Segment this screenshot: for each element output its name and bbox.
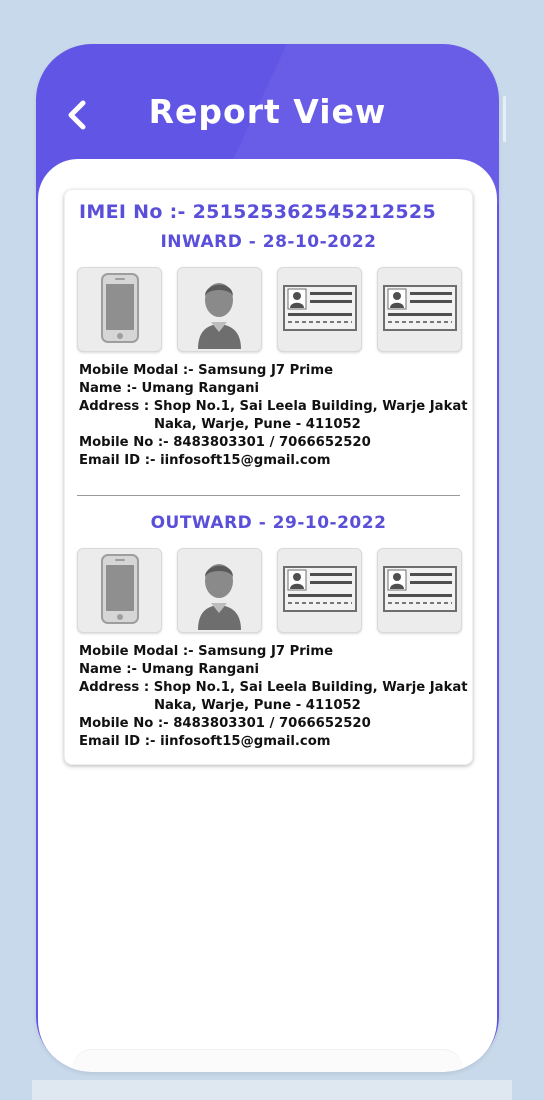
inward-thumbnails: [77, 267, 462, 352]
customer-name: Name :- Umang Rangani: [79, 381, 260, 396]
address-line-1: Address : Shop No.1, Sai Leela Building, Warje Jakat: [79, 399, 468, 414]
address-line-2: Naka, Warje, Pune - 411052: [154, 698, 361, 713]
phone-icon: [100, 553, 140, 629]
inward-id-back-photo[interactable]: [377, 267, 462, 352]
id-card-icon: [383, 566, 457, 616]
side-button: [503, 96, 506, 142]
inward-phone-photo[interactable]: [77, 267, 162, 352]
content-panel: [38, 159, 497, 1072]
person-icon: [178, 267, 261, 352]
bottom-strip: [32, 1080, 512, 1100]
next-card-edge: [72, 1049, 463, 1072]
address-line-2: Naka, Warje, Pune - 411052: [154, 417, 361, 432]
address-line-1: Address : Shop No.1, Sai Leela Building, Warje Jakat: [79, 680, 468, 695]
email-id: Email ID :- iinfosoft15@gmail.com: [79, 453, 331, 468]
inward-id-front-photo[interactable]: [277, 267, 362, 352]
imei-number: IMEI No :- 251525362545212525: [79, 201, 436, 223]
person-icon: [178, 548, 261, 633]
report-card: [64, 189, 473, 765]
outward-customer-photo[interactable]: [177, 548, 262, 633]
outward-details: [79, 643, 466, 751]
phone-frame: [36, 44, 499, 1072]
email-id: Email ID :- iinfosoft15@gmail.com: [79, 734, 331, 749]
id-card-icon: [283, 566, 357, 616]
phone-icon: [100, 272, 140, 348]
outward-phone-photo[interactable]: [77, 548, 162, 633]
mobile-modal: Mobile Modal :- Samsung J7 Prime: [79, 363, 334, 378]
outward-id-back-photo[interactable]: [377, 548, 462, 633]
inward-customer-photo[interactable]: [177, 267, 262, 352]
id-card-icon: [283, 285, 357, 335]
outward-thumbnails: [77, 548, 462, 633]
outward-id-front-photo[interactable]: [277, 548, 362, 633]
customer-name: Name :- Umang Rangani: [79, 662, 260, 677]
page-title: Report View: [148, 92, 387, 131]
inward-title: INWARD - 28-10-2022: [160, 232, 377, 252]
mobile-number: Mobile No :- 8483803301 / 7066652520: [79, 716, 371, 731]
id-card-icon: [383, 285, 457, 335]
section-divider: [77, 495, 460, 496]
mobile-number: Mobile No :- 8483803301 / 7066652520: [79, 435, 371, 450]
outward-title: OUTWARD - 29-10-2022: [150, 513, 387, 533]
mobile-modal: Mobile Modal :- Samsung J7 Prime: [79, 644, 334, 659]
inward-details: [79, 362, 466, 470]
